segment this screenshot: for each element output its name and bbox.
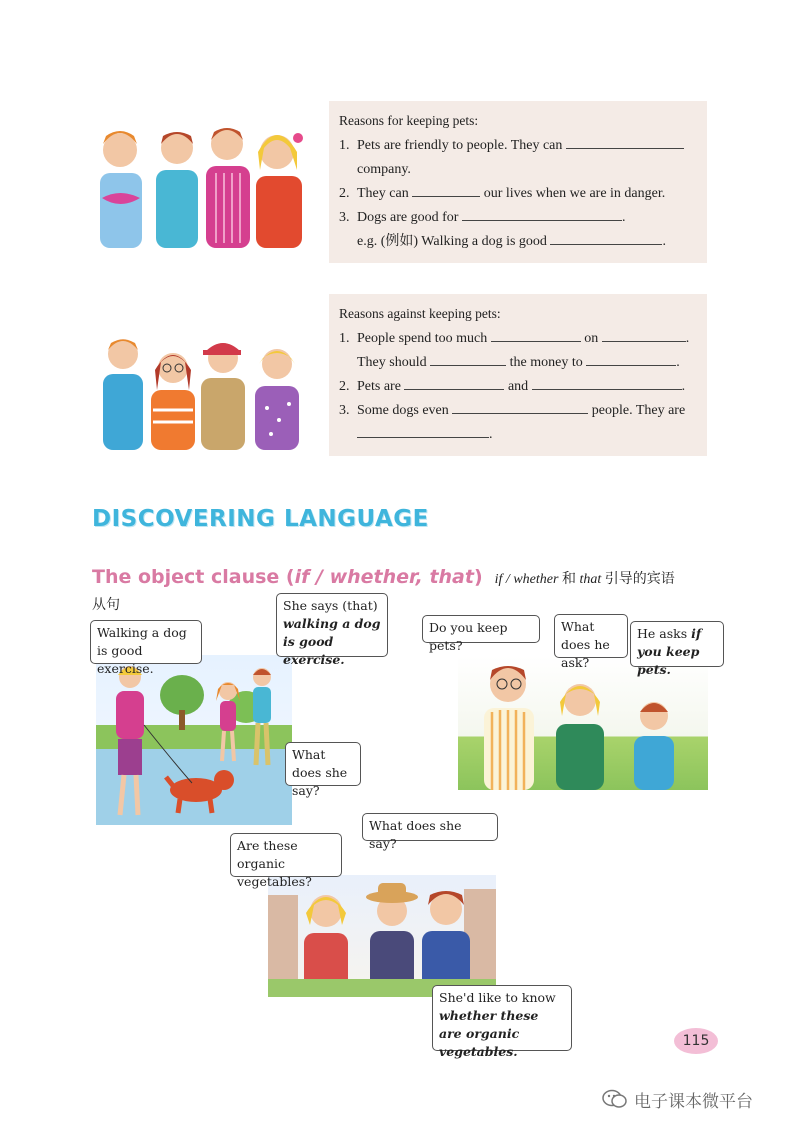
reasons-against-item-3-cont: . (357, 423, 493, 447)
wechat-icon (602, 1089, 628, 1109)
answer-blank[interactable] (452, 401, 588, 414)
kid-figure (256, 133, 303, 248)
reasons-for-item-3-cont: e.g. (例如) Walking a dog is good . (357, 234, 666, 249)
reasons-against-item-3: 3. Some dogs even people. They are (339, 403, 686, 418)
man-figure (484, 666, 534, 790)
reasons-for-item-3: 3. Dogs are good for . (339, 210, 626, 225)
answer-blank[interactable] (566, 136, 684, 149)
subheading-title: The object clause (if / whether, that) (92, 566, 483, 588)
answer-blank[interactable] (532, 377, 682, 390)
answer-blank[interactable] (357, 425, 489, 438)
answer-blank[interactable] (602, 329, 686, 342)
kid-figure (206, 128, 250, 248)
illustration-kids-against (95, 330, 310, 450)
subheading-note-line2: 从句 (92, 597, 120, 613)
page-number: 115 (674, 1028, 718, 1054)
subheading-note: if / whether 和 that 引导的宾语 (494, 572, 675, 587)
reasons-for-item-1-cont: company. (357, 162, 411, 177)
woman-figure (556, 684, 604, 790)
answer-blank[interactable] (550, 232, 662, 245)
kid-figure (151, 353, 195, 450)
boy-figure (634, 702, 674, 790)
reasons-against-item-1-cont: They should the money to . (357, 355, 680, 370)
speech-bubble-organic-question: Are these organic vegetables? (230, 833, 342, 877)
answer-blank[interactable] (412, 184, 480, 197)
answer-blank[interactable] (491, 329, 581, 342)
kid-figure (251, 349, 303, 450)
reasons-against-item-2: 2. Pets are and . (339, 379, 686, 394)
illustration-market (268, 875, 496, 997)
answer-blank[interactable] (462, 208, 622, 221)
illustration-kids-for (92, 118, 307, 248)
illustration-park (96, 655, 292, 825)
kid-figure (156, 132, 198, 248)
reasons-against-box (329, 294, 707, 456)
speech-bubble-do-you-keep-pets: Do you keep pets? (422, 615, 540, 643)
subheading (92, 566, 675, 588)
speech-bubble-what-does-she-say-2: What does she say? (362, 813, 498, 841)
watermark-text: 电子课本微平台 (634, 1092, 753, 1112)
reasons-for-title: Reasons for keeping pets: (339, 113, 479, 128)
kid-figure (100, 131, 142, 248)
speech-bubble-walking: Walking a dog is good exercise. (90, 620, 202, 664)
reasons-against-item-1: 1. People spend too much on . (339, 331, 690, 346)
reasons-against-title: Reasons against keeping pets: (339, 306, 501, 321)
speech-bubble-what-does-she-say: What does she say? (285, 742, 361, 786)
answer-blank[interactable] (404, 377, 504, 390)
section-title: DISCOVERING LANGUAGE (92, 506, 429, 532)
speech-bubble-he-asks: He asks if you keep pets. (630, 621, 724, 667)
answer-blank[interactable] (586, 353, 676, 366)
answer-blank[interactable] (430, 353, 506, 366)
kid-figure (201, 343, 245, 450)
reasons-for-item-2: 2. They can our lives when we are in danger. (339, 186, 666, 201)
reasons-for-box (329, 101, 707, 263)
speech-bubble-she-says: She says (that) walking a dog is good exercise. (276, 593, 388, 657)
reasons-for-item-1: 1. Pets are friendly to people. They can (339, 134, 684, 158)
speech-bubble-what-does-he-ask: What does he ask? (554, 614, 628, 658)
speech-bubble-she-would-like: She'd like to know whether these are organic vegetables. (432, 985, 572, 1051)
kid-figure (103, 339, 143, 450)
